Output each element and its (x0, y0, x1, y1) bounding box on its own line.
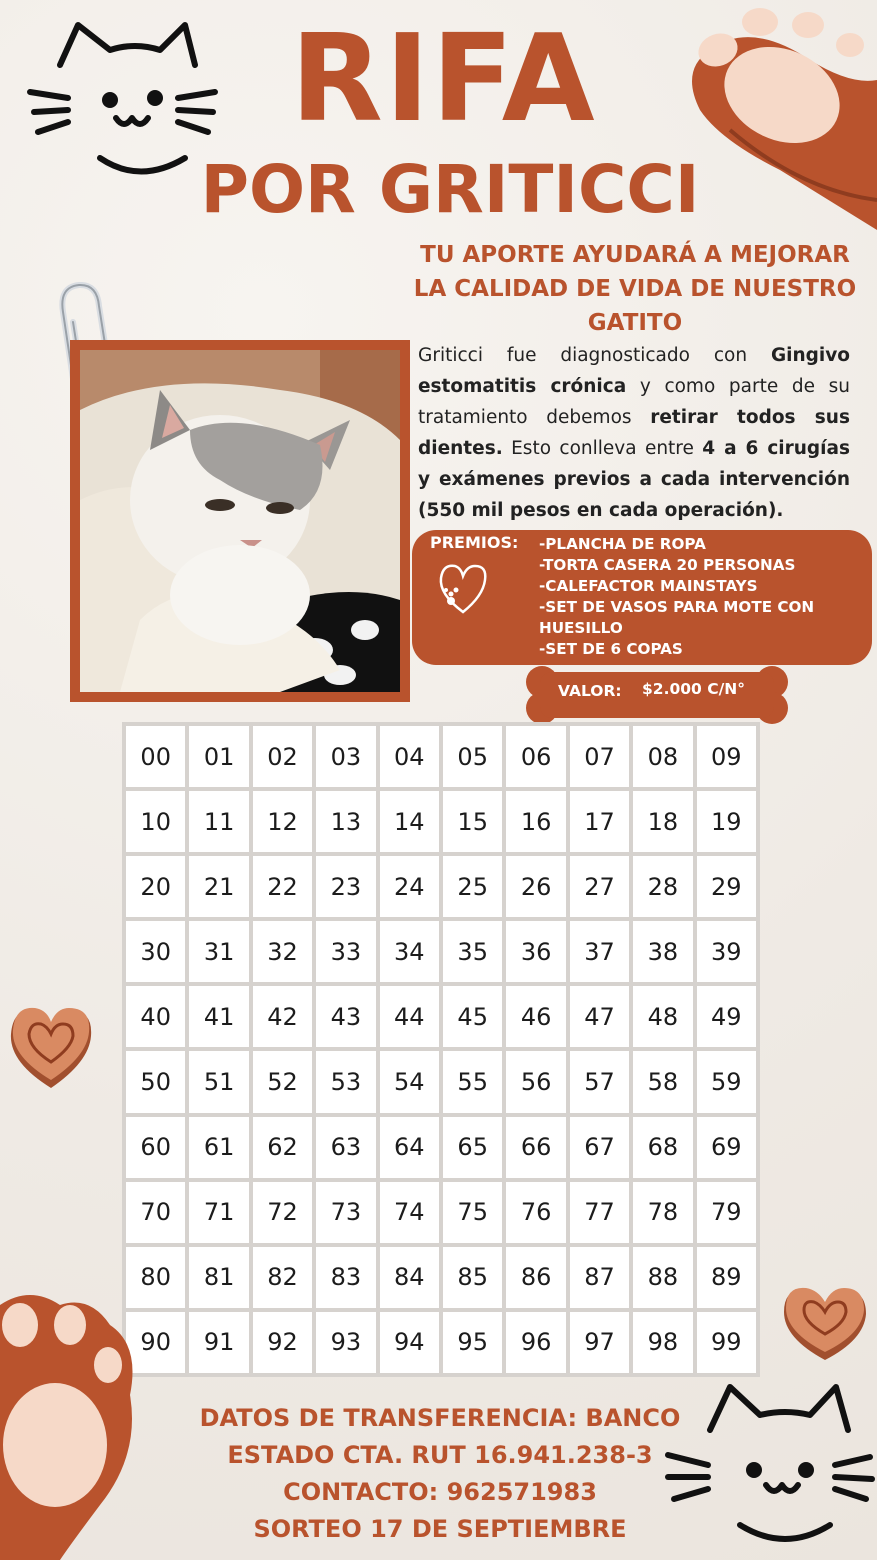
raffle-number-cell: 24 (380, 856, 439, 917)
raffle-number-cell: 04 (380, 726, 439, 787)
raffle-number-cell: 55 (443, 1051, 502, 1112)
raffle-number-cell: 43 (316, 986, 375, 1047)
raffle-number-cell: 56 (506, 1051, 565, 1112)
raffle-number-cell: 88 (633, 1247, 692, 1308)
raffle-number-cell: 11 (189, 791, 248, 852)
raffle-number-cell: 62 (253, 1117, 312, 1178)
valor-price: $2.000 C/N° (642, 680, 745, 698)
raffle-number-cell: 63 (316, 1117, 375, 1178)
raffle-number-cell: 58 (633, 1051, 692, 1112)
raffle-number-cell: 71 (189, 1182, 248, 1243)
account-info-line: ESTADO CTA. RUT 16.941.238-3 (227, 1441, 653, 1469)
raffle-number-cell: 29 (697, 856, 756, 917)
raffle-number-cell: 07 (570, 726, 629, 787)
prize-item: -SET DE VASOS PARA MOTE CON HUESILLO (539, 598, 815, 637)
raffle-number-cell: 10 (126, 791, 185, 852)
raffle-number-cell: 90 (126, 1312, 185, 1373)
raffle-number-cell: 22 (253, 856, 312, 917)
raffle-number-cell: 75 (443, 1182, 502, 1243)
raffle-number-cell: 47 (570, 986, 629, 1047)
raffle-number-cell: 81 (189, 1247, 248, 1308)
raffle-number-cell: 26 (506, 856, 565, 917)
raffle-number-cell: 93 (316, 1312, 375, 1373)
prize-item: -TORTA CASERA 20 PERSONAS (539, 556, 796, 574)
raffle-number-cell: 15 (443, 791, 502, 852)
raffle-number-cell: 19 (697, 791, 756, 852)
raffle-number-cell: 03 (316, 726, 375, 787)
raffle-number-cell: 25 (443, 856, 502, 917)
raffle-number-cell: 41 (189, 986, 248, 1047)
raffle-number-cell: 35 (443, 921, 502, 982)
raffle-number-cell: 52 (253, 1051, 312, 1112)
raffle-number-cell: 33 (316, 921, 375, 982)
raffle-number-cell: 98 (633, 1312, 692, 1373)
raffle-number-cell: 77 (570, 1182, 629, 1243)
raffle-number-cell: 94 (380, 1312, 439, 1373)
raffle-number-cell: 85 (443, 1247, 502, 1308)
raffle-number-cell: 44 (380, 986, 439, 1047)
heart-cookie-icon (780, 1282, 870, 1362)
bank-info-line: DATOS DE TRANSFERENCIA: BANCO (199, 1404, 681, 1432)
raffle-number-cell: 60 (126, 1117, 185, 1178)
raffle-number-cell: 91 (189, 1312, 248, 1373)
raffle-number-cell: 80 (126, 1247, 185, 1308)
raffle-number-cell: 68 (633, 1117, 692, 1178)
raffle-number-cell: 06 (506, 726, 565, 787)
raffle-number-grid (122, 722, 760, 1377)
prize-item: -SET DE 6 COPAS (539, 640, 683, 658)
raffle-number-cell: 36 (506, 921, 565, 982)
raffle-number-cell: 00 (126, 726, 185, 787)
tagline: TU APORTE AYUDARÁ A MEJORAR LA CALIDAD DE VIDA DE NUESTRO GATITO (413, 242, 857, 336)
raffle-number-cell: 12 (253, 791, 312, 852)
raffle-number-cell: 70 (126, 1182, 185, 1243)
raffle-number-cell: 32 (253, 921, 312, 982)
page-subtitle: POR GRITICCI (200, 151, 700, 228)
raffle-number-cell: 66 (506, 1117, 565, 1178)
raffle-number-cell: 73 (316, 1182, 375, 1243)
raffle-number-cell: 13 (316, 791, 375, 852)
raffle-number-cell: 46 (506, 986, 565, 1047)
raffle-number-cell: 50 (126, 1051, 185, 1112)
raffle-number-cell: 76 (506, 1182, 565, 1243)
raffle-number-cell: 42 (253, 986, 312, 1047)
prizes-list (539, 534, 859, 660)
page-title: RIFA (290, 10, 597, 149)
raffle-number-cell: 39 (697, 921, 756, 982)
cat-photo (80, 350, 400, 692)
raffle-number-cell: 05 (443, 726, 502, 787)
raffle-number-cell: 89 (697, 1247, 756, 1308)
raffle-number-cell: 74 (380, 1182, 439, 1243)
raffle-number-cell: 57 (570, 1051, 629, 1112)
raffle-number-cell: 86 (506, 1247, 565, 1308)
raffle-number-cell: 53 (316, 1051, 375, 1112)
raffle-number-cell: 18 (633, 791, 692, 852)
raffle-number-cell: 69 (697, 1117, 756, 1178)
raffle-number-cell: 64 (380, 1117, 439, 1178)
heart-cookie-icon (5, 1000, 97, 1092)
raffle-number-cell: 17 (570, 791, 629, 852)
prize-item: -PLANCHA DE ROPA (539, 535, 706, 553)
raffle-number-cell: 84 (380, 1247, 439, 1308)
raffle-number-cell: 09 (697, 726, 756, 787)
raffle-number-cell: 96 (506, 1312, 565, 1373)
description-text: Griticci fue diagnosticado con Gingivo estomatitis crónica y como parte de su tratamiento debemos retirar todos sus dientes. Esto conlleva entre 4 a 6 cirugías y exámenes previos a cada intervención (550 mil pesos en cada operación). (418, 345, 850, 521)
footer-info (170, 1400, 710, 1548)
raffle-number-cell: 02 (253, 726, 312, 787)
raffle-number-cell: 21 (189, 856, 248, 917)
raffle-number-cell: 34 (380, 921, 439, 982)
raffle-number-cell: 49 (697, 986, 756, 1047)
raffle-number-cell: 38 (633, 921, 692, 982)
paw-icon (0, 1285, 150, 1560)
raffle-number-cell: 23 (316, 856, 375, 917)
valor-label: VALOR: (558, 682, 622, 700)
prize-item: -CALEFACTOR MAINSTAYS (539, 577, 758, 595)
raffle-number-cell: 99 (697, 1312, 756, 1373)
raffle-number-cell: 30 (126, 921, 185, 982)
raffle-number-cell: 14 (380, 791, 439, 852)
raffle-number-cell: 65 (443, 1117, 502, 1178)
raffle-number-cell: 92 (253, 1312, 312, 1373)
raffle-number-cell: 08 (633, 726, 692, 787)
raffle-number-cell: 37 (570, 921, 629, 982)
raffle-number-cell: 16 (506, 791, 565, 852)
raffle-number-cell: 20 (126, 856, 185, 917)
prizes-label: PREMIOS: (430, 533, 519, 552)
raffle-number-cell: 27 (570, 856, 629, 917)
raffle-number-cell: 54 (380, 1051, 439, 1112)
raffle-number-cell: 61 (189, 1117, 248, 1178)
raffle-number-cell: 01 (189, 726, 248, 787)
heart-paw-icon (437, 560, 489, 616)
raffle-number-cell: 51 (189, 1051, 248, 1112)
raffle-number-cell: 78 (633, 1182, 692, 1243)
raffle-number-cell: 87 (570, 1247, 629, 1308)
raffle-number-cell: 95 (443, 1312, 502, 1373)
raffle-number-cell: 79 (697, 1182, 756, 1243)
raffle-number-cell: 40 (126, 986, 185, 1047)
raffle-number-cell: 67 (570, 1117, 629, 1178)
raffle-number-cell: 28 (633, 856, 692, 917)
raffle-number-cell: 31 (189, 921, 248, 982)
raffle-number-cell: 59 (697, 1051, 756, 1112)
draw-date-line: SORTEO 17 DE SEPTIEMBRE (253, 1515, 627, 1543)
raffle-number-cell: 45 (443, 986, 502, 1047)
raffle-number-cell: 72 (253, 1182, 312, 1243)
raffle-number-cell: 82 (253, 1247, 312, 1308)
raffle-number-cell: 83 (316, 1247, 375, 1308)
raffle-number-cell: 97 (570, 1312, 629, 1373)
contact-line: CONTACTO: 962571983 (283, 1478, 597, 1506)
raffle-number-cell: 48 (633, 986, 692, 1047)
